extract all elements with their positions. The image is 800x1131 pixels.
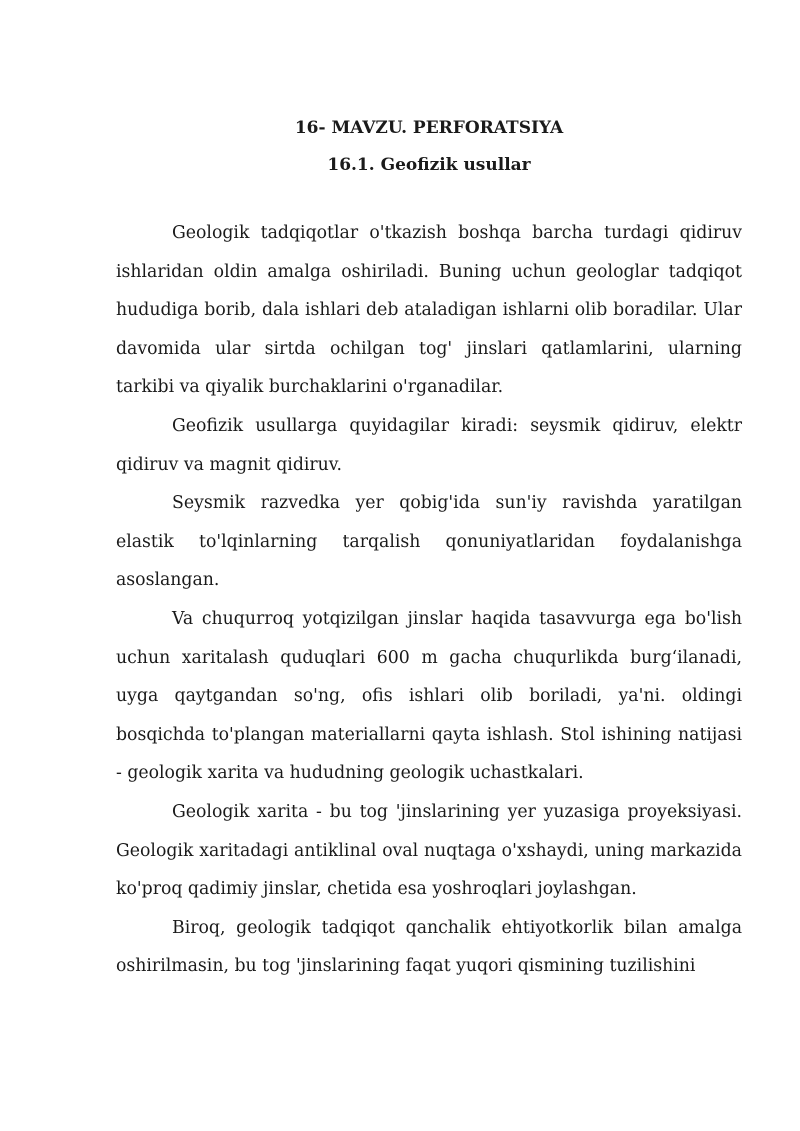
chapter-title: 16- MAVZU. PERFORATSIYA (294, 118, 564, 138)
paragraph: Seysmik razvedka yer qobig'ida sun'iy ravishda yaratilgan elastik to'lqinlarning tarqalish qonuniyatlaridan foydalanishga asoslangan. (116, 493, 742, 591)
paragraph: Geologik tadqiqotlar o'tkazish boshqa barcha turdagi qidiruv ishlaridan oldin amalga oshiriladi. Buning uchun geologlar tadqiqot hududiga borib, dala ishlari deb ataladigan ishlarni olib boradilar. Ular davomida ular sirtda ochilgan tog' jinslari qatlamlarini, ularning tarkibi va qiyalik burchaklarini o'rganadilar. (116, 223, 742, 398)
paragraph: Geologik xarita - bu tog 'jinslarining yer yuzasiga proyeksiyasi. Geologik xaritadagi antiklinal oval nuqtaga o'xshaydi, uning markazida ko'proq qadimiy jinslar, chetida esa yoshroqlari joylashgan. (116, 801, 742, 900)
paragraph: Biroq, geologik tadqiqot qanchalik ehtiyotkorlik bilan amalga oshirilmasin, bu tog 'jinslarining faqat yuqori qismining tuzilishini (116, 917, 742, 977)
document-page (116, 110, 742, 986)
spacer (116, 184, 742, 214)
section-title: 16.1. Geofizik usullar (327, 155, 531, 175)
paragraph: Va chuqurroq yotqizilgan jinslar haqida tasavvurga ega bo'lish uchun xaritalash quduqlari 600 m gacha chuqurlikda burg‘ilanadi, uyga qaytgandan so'ng, ofis ishlari olib boriladi, ya'ni. oldingi bosqichda to'plangan materiallarni qayta ishlash. Stol ishining natijasi - geologik xarita va hududning geologik uchastkalari. (116, 608, 742, 784)
paragraph: Geofizik usullarga quyidagilar kiradi: seysmik qidiruv, elektr qidiruv va magnit qidiruv. (116, 415, 742, 475)
